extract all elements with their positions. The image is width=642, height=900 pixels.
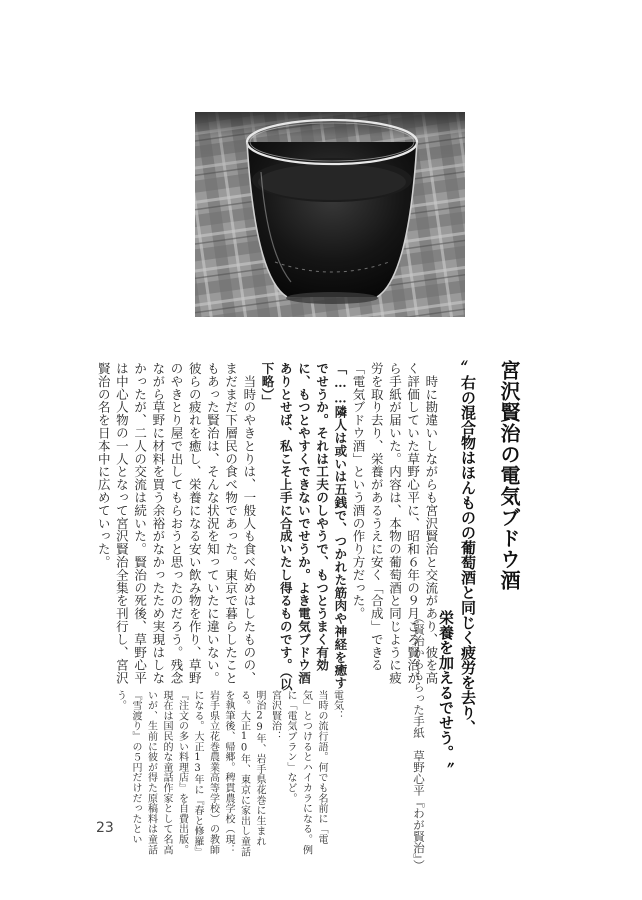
annotation-notes [112, 690, 345, 860]
article-body [94, 362, 440, 692]
body-paragraph: 時に勘違いしながらも宮沢賢治と交流があり、彼を高く評価していた草野心平に、昭和６年の９月ごろ賢治から手紙が届いた。内容は、本物の葡萄酒と同じように疲労を取り去り、栄養があるうえに安く「合成」できる「電気ブドウ酒」という酒の作り方だった。 [351, 362, 439, 685]
quoted-letter: 「……隣人は或いは五銭で、つかれた筋肉や神経を癒すでせうか。それは工夫のしやうで、もつとうまく有効に、もつとやすくできないでせうか。よき電気ブドウ酒ありとせば、私こそ上手に合成いたし得るものです。（以下略）」 [260, 362, 348, 692]
note-text-miyazawa: 明治29年、岩手県花巻に生まれる。大正10年、東京に家出し童話を執筆後、帰郷。稗貫農学校（現：岩手県立花巻農業高等学校）の教師になる。大正13年に『春と修羅』『注文の多い料理店』を自費出版。現在は国民的な童話作家として名高いが、生前に彼が得た原稿料は童話『雪渡り』の５円だけだったという。 [114, 690, 265, 857]
article-attribution: （賢治からもらった手紙 草野心平『わが賢治』） [412, 612, 426, 871]
note-text-denki: 当時の流行語。何でも名前に「電気」とつけるとハイカラになる。例に「電気ブラン」など。 [285, 690, 327, 855]
note-heading-miyazawa: 宮沢賢治： [269, 690, 281, 742]
article-subtitle-line2: 栄養を加えるでせう。〝 [437, 610, 455, 768]
page-number: 23 [96, 820, 114, 836]
wine-glass-photo [195, 112, 465, 317]
note-heading-denki: 電気： [331, 690, 343, 721]
article-subtitle-line1: 〞右の混合物はほんものの葡萄酒と同じく疲労を去り、 [459, 360, 477, 735]
body-paragraph: 当時のやきとりは、一般人も食べ始めはしたものの、まだまだ下層民の食べ物であった。東京で暮らしたこともあった賢治は、そんな状況を知っていたに違いない。彼らの疲れを癒し、栄養になる安い飲み物を作り、草野のやきとり屋で出してもらおうと思ったのだろう。残念ながら草野に材料を買う余裕がなかったため実現はしなかったが、二人の交流は続いた。賢治の死後、草野心平は中心人物の一人となって宮沢賢治全集を刊行し、宮沢賢治の名を日本中に広めていった。 [96, 362, 257, 685]
article-title: 宮沢賢治の電気ブドウ酒 [497, 360, 521, 591]
